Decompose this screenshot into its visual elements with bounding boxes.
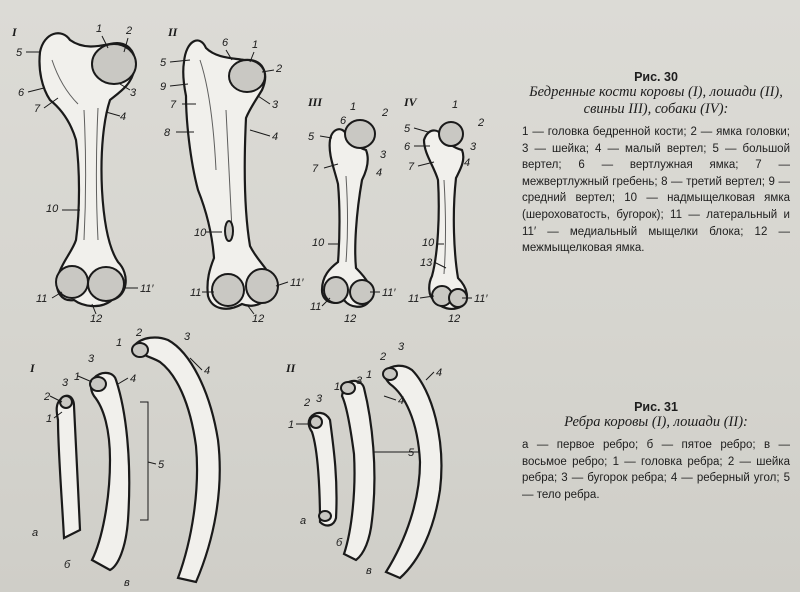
fig31-II-label-3b: 3 [356,375,363,387]
figure-31-legend: а — первое ребро; б — пятое ребро; в — восьмое ребро; 1 — головка ребра; 2 — шейка ребра; 3 — бугорок ребра; 4 — реберный угол; 5 — тело ребра. [522,439,790,501]
fig30-III-label-6: 6 [340,115,347,127]
fig31-I-label-5: 5 [158,459,165,471]
fig31-II-label-2a: 2 [304,397,311,409]
fig30-IV-label-10: 10 [422,237,435,249]
fig30-IV-label-4: 4 [464,157,471,169]
fig30-I-label-11: 11 [36,293,48,305]
fig30-II-label-10: 10 [194,227,207,239]
fig30-II-label-6: 6 [222,37,229,49]
fig31-II-label-2c: 2 [380,351,387,363]
fig31-panel-I-numeral: I [30,361,35,375]
fig30-II-label-7: 7 [170,99,177,111]
fig30-II-label-12: 12 [252,313,265,325]
fig30-IV-label-2: 2 [478,117,485,129]
fig31-II-label-b: б [336,537,343,549]
fig31-I-label-1b: 1 [74,371,81,383]
fig31-II-label-1b: 1 [334,381,341,393]
figure-31-labels [29,327,442,589]
fig30-panel-IV-numeral: IV [404,95,417,109]
fig31-panel-II-numeral: II [286,361,296,375]
fig30-II-label-9: 9 [160,81,167,93]
fig30-II-label-11: 11 [190,287,202,299]
fig30-III-label-11: 11 [310,301,322,313]
fig30-III-label-11-prime: 11′ [382,287,396,299]
ribs-horse-illustration [309,366,442,578]
fig30-III-label-7: 7 [312,163,319,175]
figure-30-number: Рис. 30 [634,70,678,84]
fig30-I-label-1: 1 [96,23,103,35]
femur-horse-illustration [183,40,278,308]
fig30-II-label-2: 2 [276,63,283,75]
fig30-I-label-11-prime: 11′ [140,283,154,295]
fig30-II-label-3: 3 [272,99,279,111]
fig30-II-label-4: 4 [272,131,279,143]
fig31-I-label-b: б [64,559,71,571]
fig31-I-label-4c: 4 [204,365,211,377]
fig30-I-label-12: 12 [90,313,103,325]
fig31-II-label-1a: 1 [288,419,295,431]
fig31-I-label-v: в [124,577,130,589]
fig30-IV-label-11-prime: 11′ [474,293,488,305]
fig31-I-label-4b: 4 [130,373,137,385]
fig31-I-label-2a: 2 [44,391,51,403]
fig31-II-label-v: в [366,565,372,577]
fig30-IV-label-6: 6 [404,141,411,153]
fig30-IV-label-1: 1 [452,99,459,111]
figure-30-caption [522,70,790,257]
fig30-III-label-3: 3 [380,149,387,161]
fig30-II-label-8: 8 [164,127,171,139]
fig31-II-label-3c: 3 [398,341,405,353]
fig30-I-label-7: 7 [34,103,41,115]
fig31-II-label-5: 5 [408,447,415,459]
figure-30-title: Бедренные кости коровы (I), лошади (II), свиньи III), собаки (IV): [529,84,783,117]
fig30-IV-label-5: 5 [404,123,411,135]
femur-dog-illustration [424,122,467,309]
fig31-I-label-3a: 3 [62,377,69,389]
fig30-III-label-5: 5 [308,131,315,143]
fig30-II-label-1: 1 [252,39,259,51]
fig31-II-label-4c: 4 [436,367,443,379]
fig31-I-label-1a: 1 [46,413,53,425]
femur-pig-illustration [322,120,375,307]
fig30-I-label-2: 2 [126,25,133,37]
fig30-III-label-1: 1 [350,101,357,113]
fig30-IV-label-7: 7 [408,161,415,173]
fig30-II-label-5: 5 [160,57,167,69]
fig30-I-label-3: 3 [130,87,137,99]
fig30-II-label-11-prime: 11′ [290,277,304,289]
fig30-III-label-12: 12 [344,313,357,325]
fig30-III-label-2: 2 [382,107,389,119]
fig30-III-label-10: 10 [312,237,325,249]
fig30-panel-II-numeral: II [168,25,178,39]
fig30-IV-label-3: 3 [470,141,477,153]
figure-31-title: Ребра коровы (I), лошади (II): [564,414,748,430]
fig30-panel-I-numeral: I [12,25,17,39]
fig31-I-label-a: а [32,527,39,539]
fig30-I-label-10: 10 [46,203,59,215]
figure-31-number: Рис. 31 [634,400,678,414]
fig30-IV-label-13: 13 [420,257,433,269]
fig31-II-label-a: а [300,515,307,527]
fig31-II-label-1c: 1 [366,369,373,381]
fig31-I-label-1c: 1 [116,337,123,349]
fig30-I-label-4: 4 [120,111,127,123]
fig30-IV-label-11: 11 [408,293,420,305]
fig31-I-label-2c: 2 [136,327,143,339]
fig30-I-label-6: 6 [18,87,25,99]
fig30-III-label-4: 4 [376,167,383,179]
figure-30-legend: 1 — головка бедренной кости; 2 — ямка головки; 3 — шейка; 4 — малый вертел; 5 — большой вертел; 6 — вертлужная ямка; 7 — межвертлужный гребень; 8 — третий вертел; 9 — средний вертел; 10 — надмыщелковая ямка (шероховатость, бугорок); 11 — латеральный и 11′ — медиальный мыщелки блока; 12 — межмыщелковая ямка. [522,126,790,255]
fig31-I-label-3c: 3 [184,331,191,343]
figure-31-caption [522,400,790,503]
fig31-I-label-3b: 3 [88,353,95,365]
fig31-II-label-4b: 4 [398,395,405,407]
fig30-I-label-5: 5 [16,47,23,59]
fig30-IV-label-12: 12 [448,313,461,325]
fig30-panel-III-numeral: III [308,95,323,109]
fig31-II-label-3a: 3 [316,393,323,405]
ribs-cow-illustration [57,338,220,582]
femur-cow-illustration [39,33,136,306]
